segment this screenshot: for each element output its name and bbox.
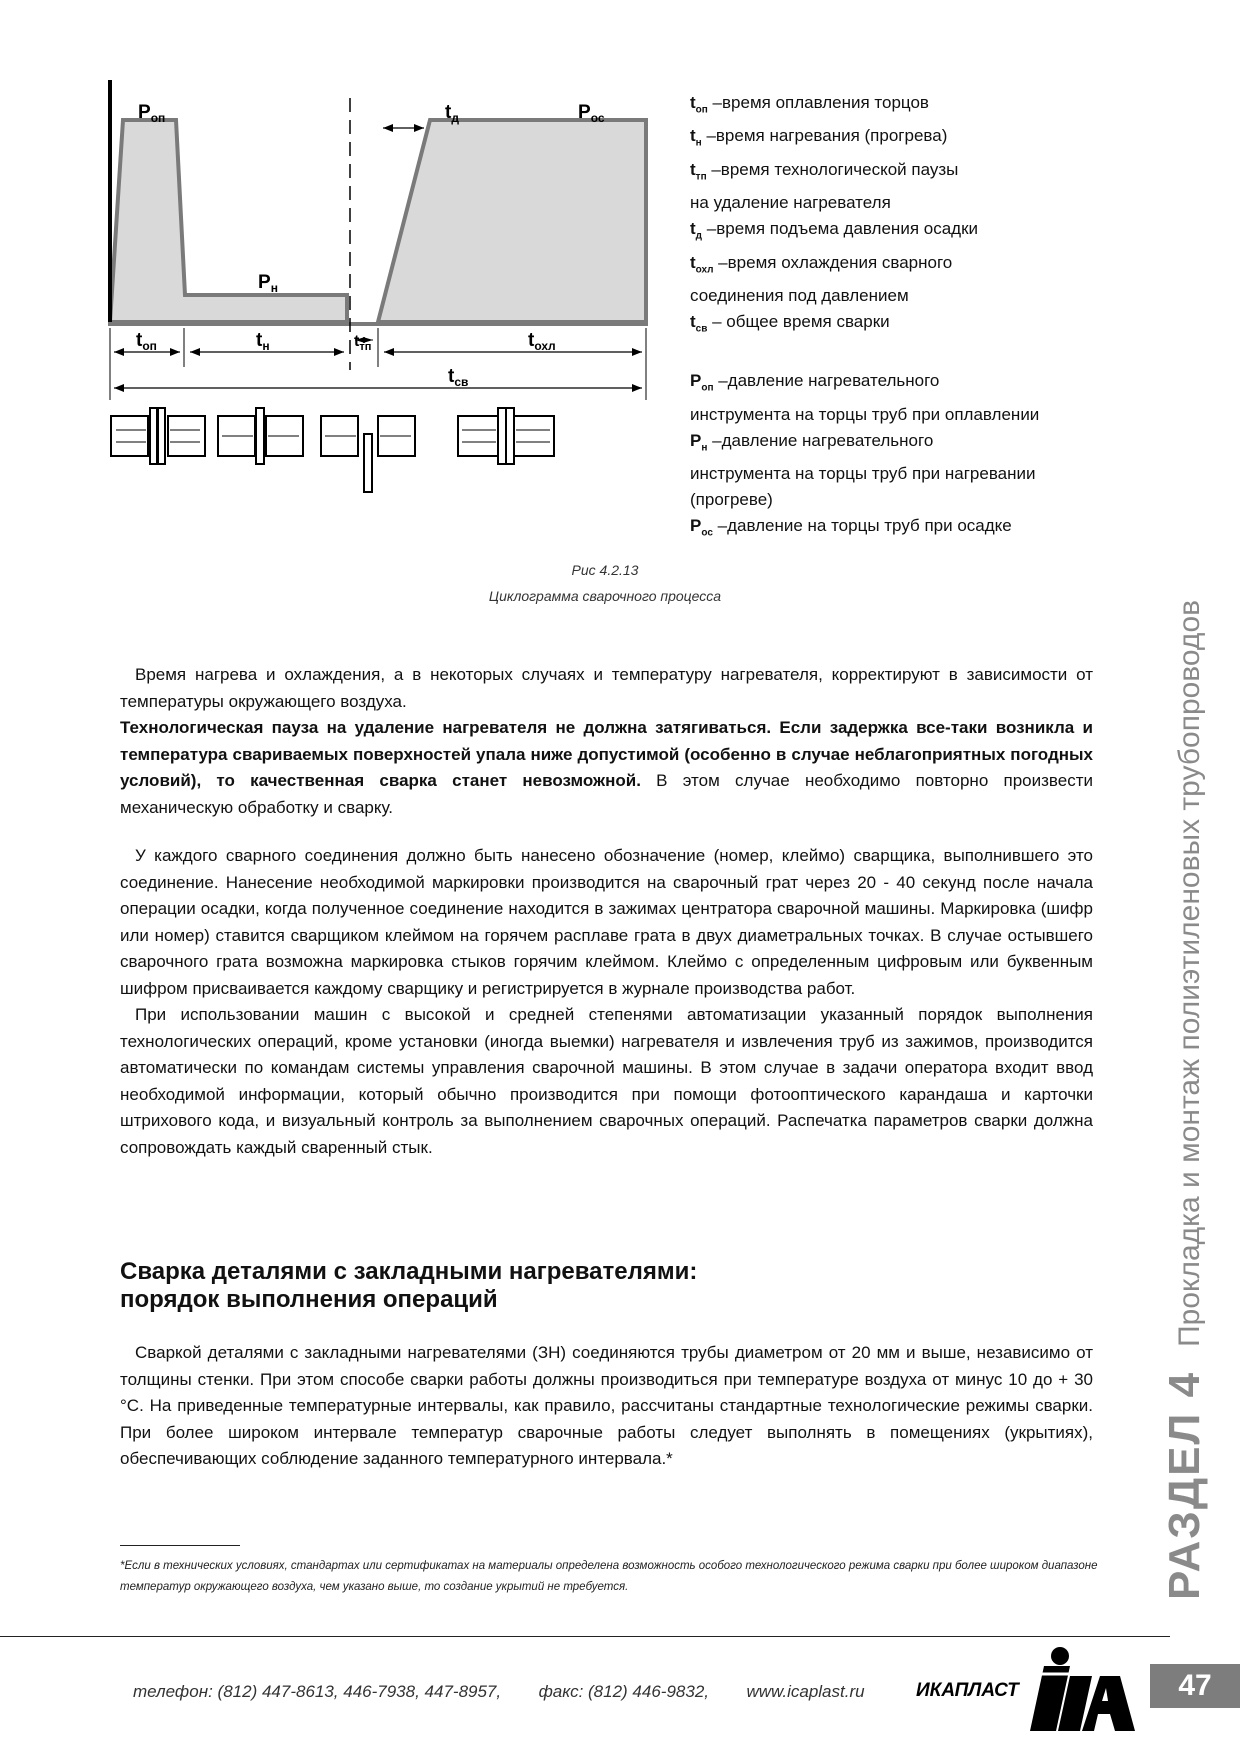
section-heading	[120, 1258, 920, 1314]
paragraph-text: При использовании машин с высокой и средней степенями автоматизации указанный порядок выполнения технологических операций, кроме установки (иногда выемки) нагревателя и извлечения труб из зажимов, производится автоматически по командам системы управления сварочной машины. В этом случае в задачи оператора входит ввод необходимой информации, который обычно производится при помощи фотооптического карандаша и карточки штрихового кода, и визуальный контроль за выполнением сварочных операций. Распечатка параметров сварки должна сопровождать каждый сваренный стык.	[120, 1005, 1093, 1157]
legend-item	[690, 461, 1110, 487]
legend-text: соединения под давлением	[690, 285, 909, 305]
legend-item	[690, 283, 1110, 309]
legend-symbol: t	[690, 159, 696, 179]
label-t-ohl: $t_{охл}$	[528, 330, 556, 353]
diagram-legend	[690, 90, 1110, 547]
paragraph-text: Время нагрева и охлаждения, а в некоторых случаях и температуру нагревателя, корректируют в зависимости от температуры окружающего воздуха.	[120, 665, 1093, 711]
legend-text: –время подъема давления осадки	[702, 219, 979, 239]
legend-symbol: Р	[690, 516, 702, 536]
legend-symbol: t	[690, 93, 696, 112]
label-t-tp: $t_{тп}$	[354, 333, 372, 353]
paragraph-text: Сваркой деталями с закладными нагревателями (ЗН) соединяются трубы диаметром от 20 мм и выше, независимо от толщины стенки. При этом способе сварки работы должны производиться при температуре воздуха от минус 10 до + 30 °С. На приведенные температурные интервалы, как правило, рассчитаны стандартные технологические режимы сварки. При более широком интервале температур сварочные работы следует выполнять в помещениях (укрытиях), обеспечивающих соблюдение заданного температурного интервала.*	[120, 1343, 1093, 1468]
footer-divider	[0, 1636, 1170, 1637]
legend-text: – общее время сварки	[707, 311, 890, 331]
paragraph-bold-warning: Технологическая пауза на удаление нагревателя не должна затягиваться. Если задержка все-таки возникла и температура свариваемых поверхностей упала ниже допустимой (особенно в случае неблагоприятных погодных условий), то качественная сварка станет невозможной.	[120, 718, 1093, 790]
legend-subscript: ос	[701, 527, 713, 539]
legend-subscript: св	[695, 323, 708, 335]
legend-text: –время охлаждения сварного	[713, 252, 953, 272]
legend-symbol: Р	[690, 430, 702, 450]
legend-subscript: н	[695, 137, 702, 149]
legend-subscript: оп	[695, 104, 708, 116]
label-t-op: $t_{оп}$	[136, 330, 157, 353]
legend-item	[690, 402, 1110, 428]
legend-symbol: t	[690, 219, 696, 239]
legend-subscript: охл	[695, 263, 714, 275]
label-t-d: $t_д$	[445, 102, 459, 125]
legend-subscript: д	[695, 230, 703, 242]
brand-name: ИКАПЛАСТ	[916, 1680, 1019, 1701]
label-p-n: $Р_н$	[258, 272, 278, 295]
legend-item	[690, 216, 1110, 249]
legend-text: инструмента на торцы труб при нагревании	[690, 464, 1036, 484]
legend-item	[690, 309, 1110, 342]
legend-text: –давление нагревательного	[707, 430, 934, 450]
page-number: 47	[1150, 1664, 1240, 1708]
footer-site-link[interactable]: www.icaplast.ru	[746, 1682, 865, 1701]
arrowhead	[384, 348, 394, 356]
arrowhead	[170, 348, 180, 356]
arrowhead	[114, 384, 124, 392]
arrowhead	[414, 124, 424, 132]
legend-text: –время нагревания (прогрева)	[701, 126, 948, 146]
footnote: *Если в технических условиях, стандартах или сертификатах на материалы определена возможность особого технологического режима сварки при более широком диапазоне температур окружающего воздуха, чем указано выше, то создание укрытий не требуется.	[120, 1560, 1098, 1593]
welding-cyclogram	[108, 80, 658, 550]
paragraph-text: У каждого сварного соединения должно быть нанесено обозначение (номер, клеймо) сварщика, выполнившего это соединение. Нанесение необходимой маркировки производится на сварочный грат через 20 - 40 секунд после начала операции осадки, когда полученное соединение находится в зажимах центратора сварочной машины. Маркировка (шифр или номер) ставится сварщиком клеймом на горячем расплаве грата в двух диаметральных точках. В случае остывшего сварочного грата возможна маркировка стыков горячим клеймом. Клеймо с определенным цифровым или буквенным шифром присваивается каждому сварщику и регистрируется в журнале производства работ.	[120, 846, 1093, 998]
arrowhead	[334, 348, 344, 356]
paragraph-text: В этом случае необходимо повторно произвести механическую обработку и сварку.	[120, 771, 1093, 817]
legend-symbol: t	[690, 311, 696, 331]
legend-symbol: t	[690, 126, 696, 146]
legend-item	[690, 368, 1110, 401]
heading-line: Сварка деталями с закладными нагревателями:	[120, 1258, 698, 1285]
legend-text: на удаление нагревателя	[690, 193, 891, 213]
legend-item	[690, 123, 1110, 156]
arrowhead	[632, 384, 642, 392]
legend-text: –время технологической паузы	[706, 159, 959, 179]
legend-text: –время оплавления торцов	[707, 93, 929, 112]
legend-text: инструмента на торцы труб при оплавлении	[690, 404, 1040, 424]
figure-number: Рис 4.2.13	[571, 562, 639, 578]
legend-symbol: Р	[690, 371, 702, 391]
legend-text: –давление на торцы труб при осадке	[712, 516, 1012, 536]
arrowhead	[632, 348, 642, 356]
arrowhead	[114, 348, 124, 356]
legend-subscript: тп	[695, 171, 707, 183]
pipe-schematic-soak	[218, 408, 303, 464]
legend-gap	[690, 342, 1110, 368]
paragraph-intro	[120, 662, 1093, 821]
pressure-curve-upset	[378, 120, 646, 322]
label-t-sv: $t_{св}$	[448, 366, 469, 389]
legend-item	[690, 513, 1110, 546]
pipe-schematic-upset	[458, 408, 554, 464]
legend-symbol: t	[690, 252, 696, 272]
sidebar-section-title	[1160, 600, 1210, 1600]
legend-item	[690, 487, 1110, 513]
arrowhead	[190, 348, 200, 356]
legend-item	[690, 157, 1110, 190]
legend-text: –давление нагревательного	[713, 371, 940, 391]
footer-phone: телефон: (812) 447-8613, 446-7938, 447-8957,	[133, 1682, 502, 1701]
footer-fax: факс: (812) 446-9832,	[538, 1682, 709, 1701]
footer-contacts	[133, 1682, 865, 1702]
sidebar-section-number: РАЗДЕЛ 4	[1160, 1370, 1209, 1600]
legend-item	[690, 250, 1110, 283]
legend-text: (прогреве)	[690, 490, 773, 510]
pressure-curve-heating	[110, 120, 347, 322]
pipe-schematic-heating	[111, 408, 205, 464]
pipe-schematic-removal	[321, 416, 415, 492]
legend-item	[690, 428, 1110, 461]
figure-caption: Циклограмма сварочного процесса	[488, 588, 722, 604]
paragraph-marking	[120, 843, 1093, 1161]
legend-subscript: оп	[701, 382, 714, 394]
footnote-divider	[120, 1545, 240, 1546]
ica-logo-icon	[1030, 1646, 1135, 1731]
sidebar-section-name: Прокладка и монтаж полиэтиленовых трубопроводов	[1173, 599, 1206, 1347]
paragraph-en-welding	[120, 1340, 1093, 1473]
label-p-op: $Р_{оп}$	[138, 102, 166, 125]
legend-item	[690, 190, 1110, 216]
label-t-n: $t_н$	[256, 330, 270, 353]
label-p-os: $Р_{ос}$	[578, 102, 605, 125]
heading-line: порядок выполнения операций	[120, 1286, 498, 1313]
legend-item	[690, 90, 1110, 123]
arrowhead	[383, 124, 393, 132]
legend-subscript: н	[701, 442, 708, 454]
